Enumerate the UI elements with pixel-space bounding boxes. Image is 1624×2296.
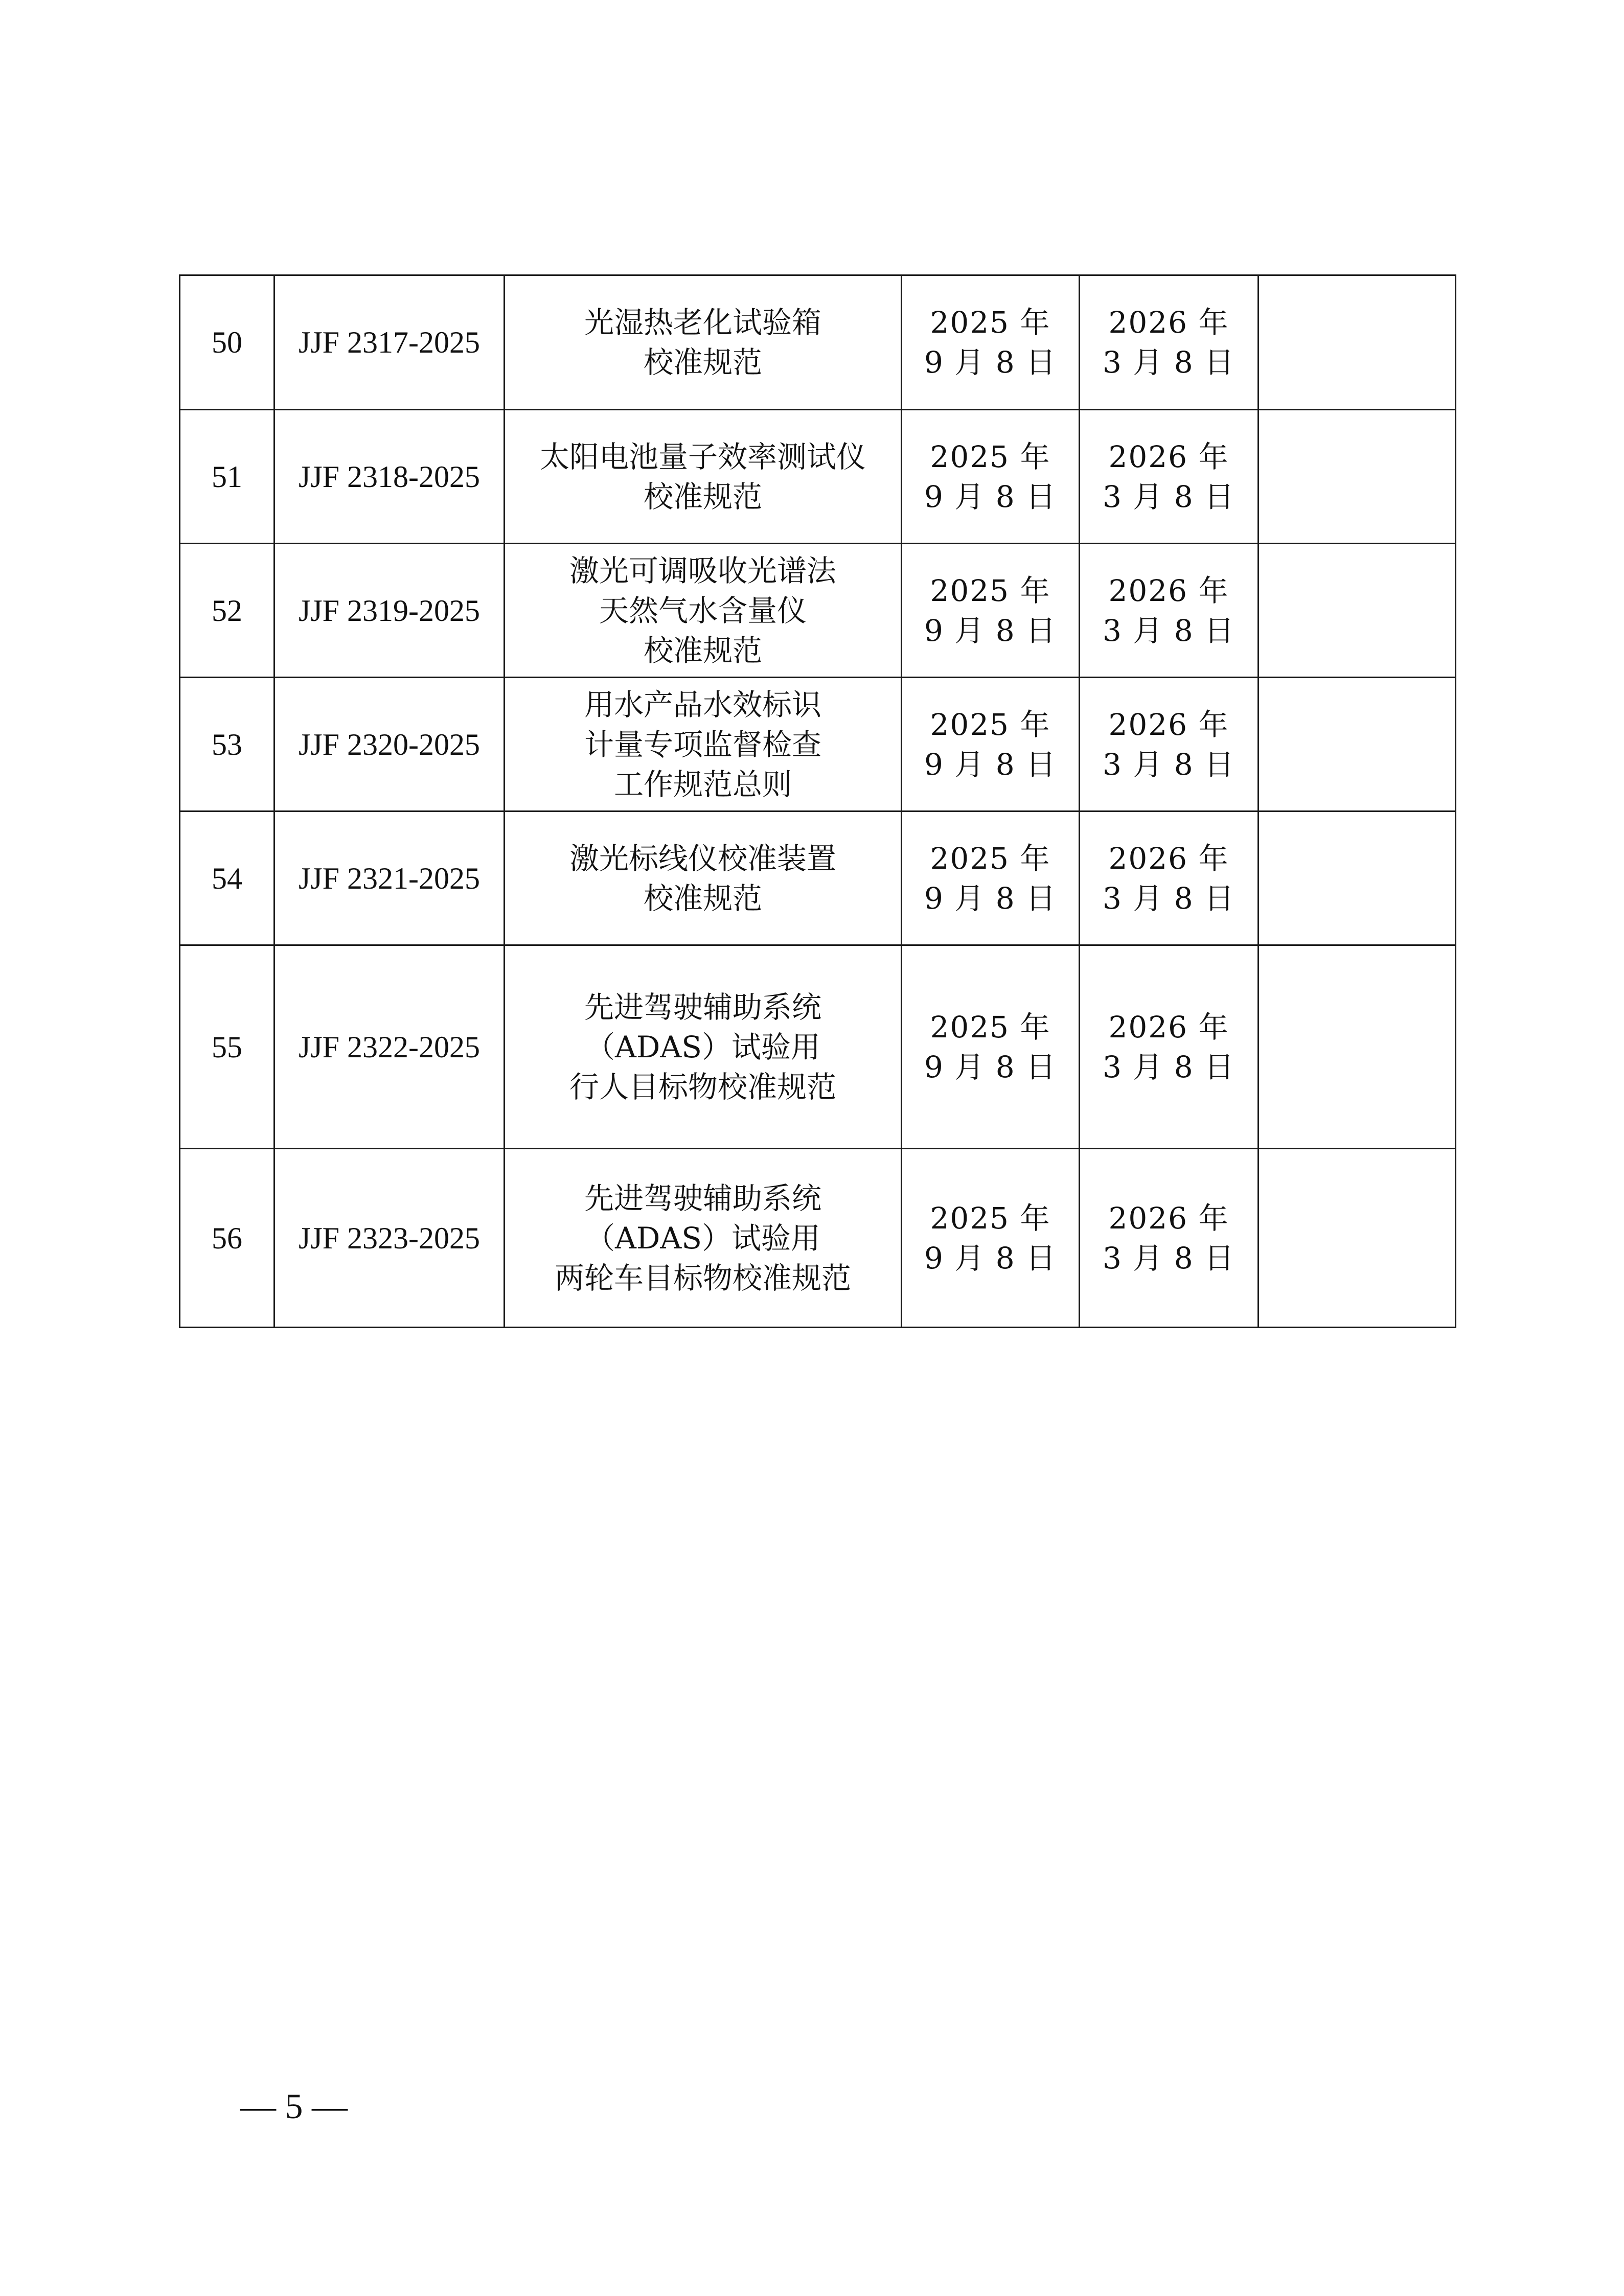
issue-date-day: 9 月 8 日 [924, 880, 1057, 916]
issue-date-year: 2025 年 [930, 439, 1051, 474]
table-row [180, 544, 1456, 678]
standard-name-line: 激光标线仪校准装置 [569, 841, 836, 876]
standard-name-line: 行人目标物校准规范 [569, 1069, 836, 1104]
page-number: — 5 — [240, 2087, 348, 2126]
issue-date [902, 678, 1080, 811]
effective-date-day: 3 月 8 日 [1102, 1049, 1236, 1084]
standard-name [505, 1149, 902, 1328]
effective-date [1080, 410, 1259, 544]
issue-date-day: 9 月 8 日 [924, 479, 1057, 514]
standard-name-line: 光湿热老化试验箱 [584, 305, 821, 340]
standard-name [505, 544, 902, 678]
table-row [180, 1149, 1456, 1328]
standard-name-line: 先进驾驶辅助系统 [584, 989, 821, 1025]
effective-date-year: 2026 年 [1108, 707, 1229, 742]
standard-name [505, 811, 902, 945]
effective-date-day: 3 月 8 日 [1102, 880, 1236, 916]
table-row [180, 811, 1456, 945]
standards-table [179, 274, 1456, 1328]
effective-date-year: 2026 年 [1108, 1009, 1229, 1045]
row-number: 50 [180, 275, 275, 410]
issue-date-year: 2025 年 [930, 841, 1051, 876]
effective-date-year: 2026 年 [1108, 1200, 1229, 1236]
effective-date [1080, 275, 1259, 410]
issue-date-day: 9 月 8 日 [924, 1240, 1057, 1275]
effective-date-day: 3 月 8 日 [1102, 1240, 1236, 1275]
row-number: 53 [180, 678, 275, 811]
effective-date [1080, 544, 1259, 678]
standard-name-line: 校准规范 [643, 479, 762, 514]
standard-name-line: （ADAS）试验用 [585, 1029, 820, 1064]
issue-date-day: 9 月 8 日 [924, 613, 1057, 648]
standard-name-line: 天然气水含量仪 [599, 593, 807, 628]
row-number: 56 [180, 1149, 275, 1328]
row-number: 55 [180, 945, 275, 1149]
issue-date-year: 2025 年 [930, 707, 1051, 742]
standard-name-line: 太阳电池量子效率测试仪 [539, 439, 866, 474]
standard-name [505, 678, 902, 811]
standard-code: JJF 2318-2025 [275, 410, 505, 544]
effective-date-year: 2026 年 [1108, 439, 1229, 474]
issue-date [902, 544, 1080, 678]
issue-date [902, 811, 1080, 945]
effective-date-day: 3 月 8 日 [1102, 613, 1236, 648]
note-cell [1259, 275, 1456, 410]
note-cell [1259, 678, 1456, 811]
effective-date [1080, 811, 1259, 945]
effective-date-year: 2026 年 [1108, 573, 1229, 608]
standard-name-line: 校准规范 [643, 633, 762, 668]
standard-name [505, 275, 902, 410]
issue-date-day: 9 月 8 日 [924, 345, 1057, 380]
effective-date [1080, 1149, 1259, 1328]
note-cell [1259, 811, 1456, 945]
issue-date-year: 2025 年 [930, 573, 1051, 608]
table-row [180, 275, 1456, 410]
standard-name-line: 先进驾驶辅助系统 [584, 1180, 821, 1216]
row-number: 52 [180, 544, 275, 678]
standard-code: JJF 2320-2025 [275, 678, 505, 811]
note-cell [1259, 544, 1456, 678]
table-row [180, 945, 1456, 1149]
effective-date-day: 3 月 8 日 [1102, 747, 1236, 782]
effective-date-year: 2026 年 [1108, 305, 1229, 340]
standard-code: JJF 2322-2025 [275, 945, 505, 1149]
standard-code: JJF 2317-2025 [275, 275, 505, 410]
standard-name-line: 计量专项监督检查 [584, 727, 821, 762]
standard-code: JJF 2323-2025 [275, 1149, 505, 1328]
issue-date-day: 9 月 8 日 [924, 747, 1057, 782]
issue-date-year: 2025 年 [930, 1200, 1051, 1236]
standard-name-line: 激光可调吸收光谱法 [569, 553, 836, 588]
issue-date [902, 410, 1080, 544]
effective-date [1080, 678, 1259, 811]
issue-date-year: 2025 年 [930, 305, 1051, 340]
issue-date [902, 275, 1080, 410]
standard-name-line: 校准规范 [643, 880, 762, 916]
standard-code: JJF 2321-2025 [275, 811, 505, 945]
effective-date [1080, 945, 1259, 1149]
note-cell [1259, 1149, 1456, 1328]
effective-date-year: 2026 年 [1108, 841, 1229, 876]
standard-name-line: 用水产品水效标识 [584, 687, 821, 722]
standard-name [505, 410, 902, 544]
note-cell [1259, 410, 1456, 544]
standard-name [505, 945, 902, 1149]
standard-name-line: （ADAS）试验用 [585, 1220, 820, 1256]
table-row [180, 678, 1456, 811]
table-row [180, 410, 1456, 544]
issue-date-day: 9 月 8 日 [924, 1049, 1057, 1084]
row-number: 54 [180, 811, 275, 945]
issue-date-year: 2025 年 [930, 1009, 1051, 1045]
standard-name-line: 工作规范总则 [613, 767, 792, 802]
note-cell [1259, 945, 1456, 1149]
standard-code: JJF 2319-2025 [275, 544, 505, 678]
standard-name-line: 两轮车目标物校准规范 [554, 1260, 851, 1295]
standard-name-line: 校准规范 [643, 345, 762, 380]
issue-date [902, 1149, 1080, 1328]
effective-date-day: 3 月 8 日 [1102, 345, 1236, 380]
row-number: 51 [180, 410, 275, 544]
effective-date-day: 3 月 8 日 [1102, 479, 1236, 514]
issue-date [902, 945, 1080, 1149]
